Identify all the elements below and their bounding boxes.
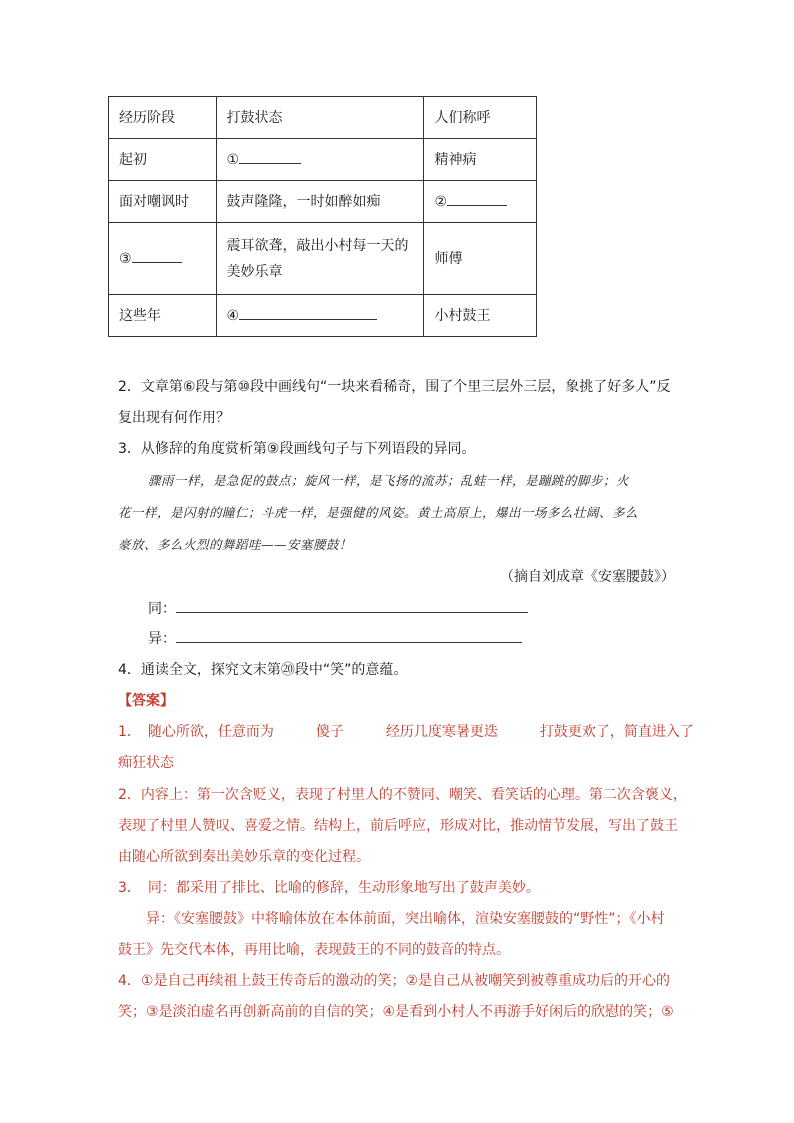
quote-line: 花一样，是闪射的瞳仁；斗虎一样，是强健的风姿。黄土高原上，爆出一场多么壮阔、多么 [118, 505, 639, 520]
quote-source: （摘自刘成章《安塞腰鼓》） [500, 569, 675, 585]
table-row [109, 139, 537, 181]
table-row [109, 181, 537, 223]
table-cell: 起初 [109, 139, 217, 181]
table-cell [424, 181, 537, 223]
answer-4-cont: 笑；③是淡泊虚名再创新高前的自信的笑；④是看到小村人不再游手好闲后的欣慰的笑；⑤ [118, 1004, 674, 1020]
question-2: 2．文章第⑥段与第⑩段中画线句“一块来看稀奇，围了个里三层外三层，象挑了好多人”反 [118, 379, 671, 395]
table-cell: 面对嘲讽时 [109, 181, 217, 223]
diff-label: 异： [148, 631, 176, 647]
blank-number: ③ [119, 250, 132, 267]
table-cell: 师傅 [424, 223, 537, 295]
answer-2: 2．内容上：第一次含贬义，表现了村里人的不赞同、嘲笑、看笑话的心理。第二次含褒义， [118, 787, 687, 803]
same-label: 同： [148, 601, 176, 617]
answer-blank[interactable] [239, 149, 301, 164]
blank-number: ② [434, 193, 448, 210]
table-row [109, 295, 537, 337]
blank-number: ① [226, 151, 240, 168]
answer-3: 3． 同：都采用了排比、比喻的修辞，生动形象地写出了鼓声美妙。 [118, 880, 540, 896]
same-answer-line[interactable] [176, 598, 528, 613]
answer-2-cont: 由随心所欲到奏出美妙乐章的变化过程。 [118, 849, 370, 865]
table-cell [216, 139, 424, 181]
blank-number: ④ [226, 307, 240, 324]
answer-2-cont: 表现了村里人赞叹、喜爱之情。结构上，前后呼应，形成对比，推动情节发展，写出了鼓王 [118, 818, 678, 834]
table-cell: 这些年 [109, 295, 217, 337]
table-row [109, 223, 537, 295]
same-field [148, 598, 528, 618]
answer-blank[interactable] [447, 191, 507, 206]
quote-line: 骤雨一样，是急促的鼓点；旋风一样，是飞扬的流苏；乱蛙一样，是蹦跳的脚步；火 [148, 473, 630, 488]
answer-1: 1． 随心所欲，任意而为 傻子 经历几度寒暑更迭 打鼓更欢了，简直进入了 [118, 724, 694, 740]
quote-line: 豪放、多么火烈的舞蹈哇——安塞腰鼓！ [118, 537, 353, 552]
table-cell [109, 223, 217, 295]
stage-table [108, 96, 537, 337]
header-cell: 经历阶段 [109, 97, 217, 139]
table-cell: 小村鼓王 [424, 295, 537, 337]
answer-3-cont: 鼓王》先交代本体，再用比喻，表现鼓王的不同的鼓音的特点。 [118, 942, 510, 958]
table-cell: 鼓声隆隆，一时如醉如痴 [216, 181, 424, 223]
header-cell: 打鼓状态 [216, 97, 424, 139]
table-cell: 震耳欲聋，敲出小村每一天的美妙乐章 [216, 223, 424, 295]
answer-3-cont: 异：《安塞腰鼓》中将喻体放在本体前面，突出喻体，渲染安塞腰鼓的“野性”；《小村 [118, 911, 665, 927]
answer-1-cont: 痴狂状态 [118, 755, 174, 771]
header-cell: 人们称呼 [424, 97, 537, 139]
answer-blank[interactable] [239, 305, 377, 320]
answer-blank[interactable] [132, 248, 182, 263]
question-3: 3．从修辞的角度赏析第⑨段画线句子与下列语段的异同。 [118, 441, 476, 457]
question-4: 4．通读全文，探究文末第⑳段中“笑”的意蕴。 [118, 662, 408, 678]
table-cell [216, 295, 424, 337]
answer-heading: 【答案】 [118, 693, 174, 709]
question-2-cont: 复出现有何作用？ [118, 410, 230, 426]
diff-field [148, 628, 522, 648]
table-header-row [109, 97, 537, 139]
diff-answer-line[interactable] [176, 628, 522, 643]
table-cell: 精神病 [424, 139, 537, 181]
answer-4: 4．①是自己再续祖上鼓王传奇后的激动的笑；②是自己从被嘲笑到被尊重成功后的开心的 [118, 973, 671, 989]
